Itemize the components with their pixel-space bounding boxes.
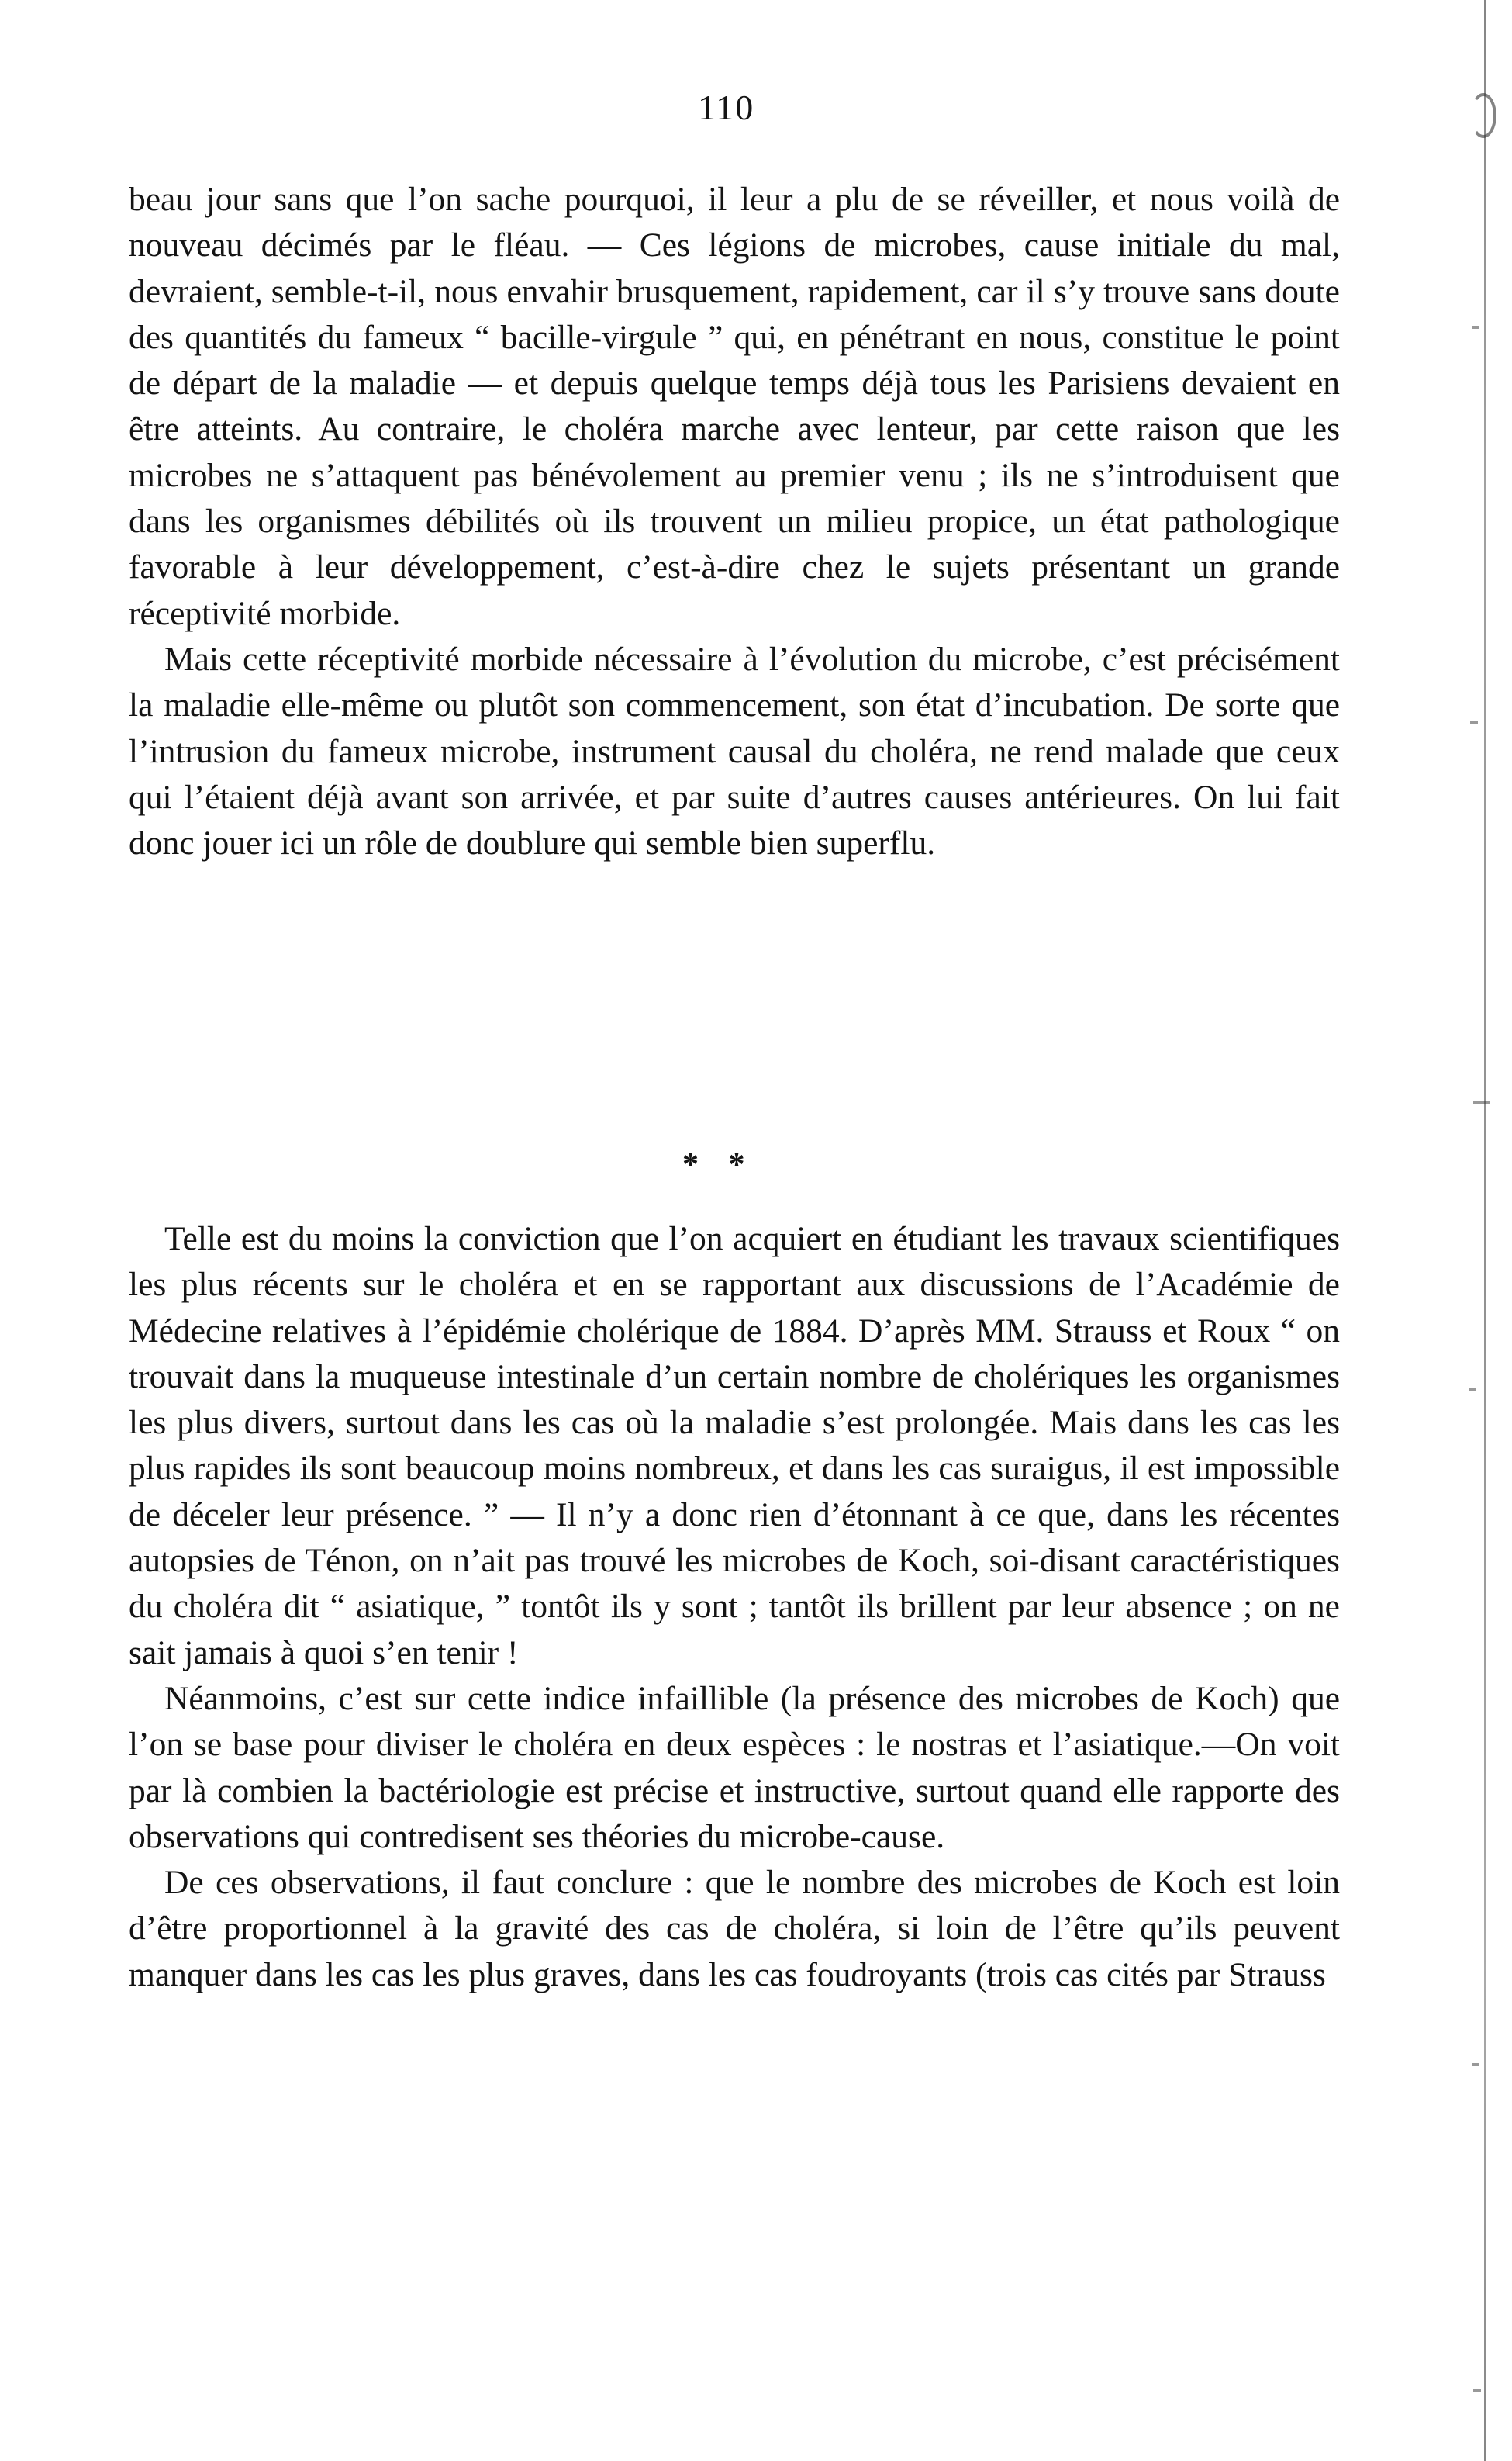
- scan-mark: [1472, 326, 1479, 329]
- paragraph: De ces observations, il faut conclure : que le nombre des microbes de Koch est loin d’être proportionnel à la gravité des cas de choléra, si loin de l’être qu’ils peuvent manquer dans les cas les plus graves, dans les cas foudroyants (trois cas cités par Strauss: [129, 1864, 1340, 1993]
- binding-line: [1484, 0, 1486, 2461]
- paragraph: Néanmoins, c’est sur cette indice infaillible (la présence des microbes de Koch) que l’on se base pour diviser le choléra en deux espèces : le nostras et l’asiatique.—On voit par là combien la bactériologie est précise et instructive, surtout quand elle rapporte des observations qui contredisent ses théories du microbe-cause.: [129, 1679, 1340, 1855]
- scan-mark: [1473, 2389, 1481, 2392]
- paragraph: Telle est du moins la conviction que l’on acquiert en étudiant les travaux scientifiques les plus récents sur le choléra et en se rapportant aux discussions de l’Académie de Médecine relatives à l’épidémie cholérique de 1884. D’après MM. Strauss et Roux “ on trouvait dans la muqueuse intestinale d’un certain nombre de cholériques les organismes les plus divers, surtout dans les cas où la maladie s’est prolongée. Mais dans les cas les plus rapides ils sont beaucoup moins nombreux, et dans les cas suraigus, il est impossible de déceler leur présence. ” — Il n’y a donc rien d’étonnant à ce que, dans les récentes autopsies de Ténon, on n’ait pas trouvé les microbes de Koch, soi-disant caractéristiques du choléra dit “ asiatique, ” tontôt ils y sont ; tantôt ils brillent par leur absence ; on ne sait jamais à quoi s’en tenir !: [129, 1220, 1340, 1671]
- paragraph: Mais cette réceptivité morbide nécessaire à l’évolution du microbe, c’est précisément la maladie elle-même ou plutôt son commencement, son état d’incubation. De sorte que l’intrusion du fameux microbe, instrument causal du choléra, ne rend malade que ceux qui l’étaient déjà avant son arrivée, et par suite d’autres causes antérieures. On lui fait donc jouer ici un rôle de doublure qui semble bien superflu.: [129, 640, 1340, 862]
- binding-ring: [1470, 93, 1496, 138]
- text-block-top: [129, 177, 1340, 866]
- section-separator: * *: [682, 1147, 756, 1183]
- scan-mark: [1473, 1101, 1490, 1104]
- page-binding-edge: [1465, 0, 1512, 2461]
- text-block-bottom: [129, 1216, 1340, 1998]
- scan-mark: [1469, 1388, 1476, 1391]
- scan-mark: [1470, 721, 1478, 724]
- scan-mark: [1472, 2063, 1479, 2066]
- paragraph: beau jour sans que l’on sache pourquoi, il leur a plu de se réveiller, et nous voilà de nouveau décimés par le fléau. — Ces légions de microbes, cause initiale du mal, devraient, semble-t-il, nous envahir brusquement, rapidement, car il s’y trouve sans doute des quantités du fameux “ bacille-virgule ” qui, en pénétrant en nous, constitue le point de départ de la maladie — et depuis quelque temps déjà tous les Parisiens devaient en être atteints. Au contraire, le choléra marche avec lenteur, par cette raison que les microbes ne s’attaquent pas bénévolement au premier venu ; ils ne s’introduisent que dans les organismes débilités où ils trouvent un milieu propice, un état pathologique favorable à leur développement, c’est-à-dire chez le sujets présentant un grande réceptivité morbide.: [129, 181, 1340, 632]
- page-number: 110: [698, 88, 755, 127]
